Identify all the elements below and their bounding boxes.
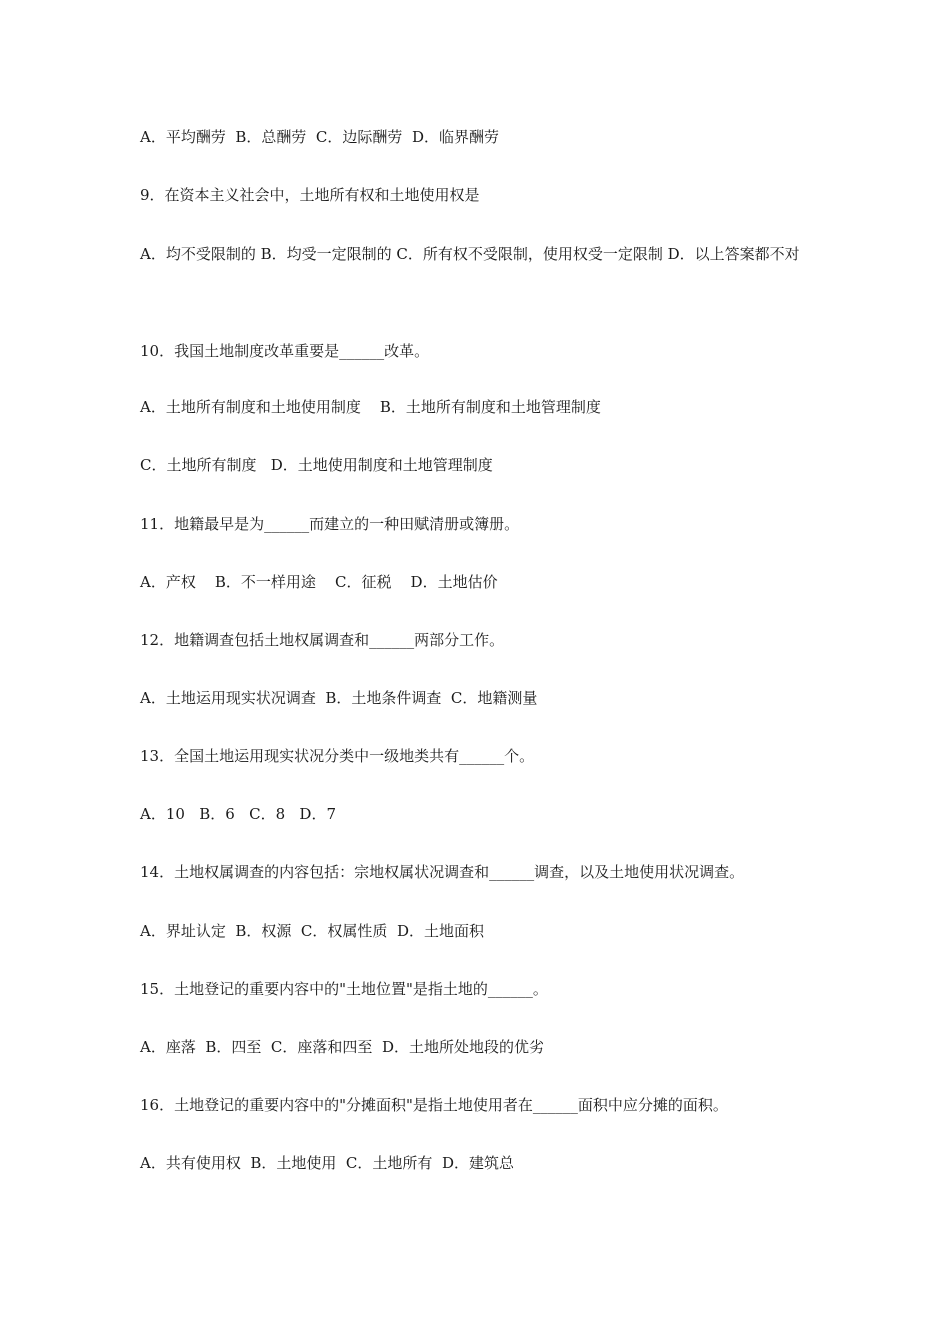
question-14: 14．土地权属调查的内容包括：宗地权属状况调查和______调查，以及土地使用状况调查。 (140, 863, 745, 881)
option-line-q16: A．共有使用权 B．土地使用 C．土地所有 D．建筑总 (140, 1154, 514, 1172)
question-11: 11．地籍最早是为______而建立的一种田赋清册或簿册。 (140, 515, 520, 533)
question-16: 16．土地登记的重要内容中的"分摊面积"是指土地使用者在______面积中应分摊的面积。 (140, 1096, 728, 1114)
option-line-q10-c-d: C．土地所有制度 D．土地使用制度和土地管理制度 (140, 456, 493, 474)
option-line-q8: A．平均酬劳 B．总酬劳 C．边际酬劳 D．临界酬劳 (140, 128, 499, 146)
option-line-q11: A．产权 B．不一样用途 C．征税 D．土地估价 (140, 573, 498, 591)
option-line-q9: A．均不受限制的 B．均受一定限制的 C．所有权不受限制，使用权受一定限制 D．以上答案都不对 (140, 245, 800, 263)
question-12: 12．地籍调查包括土地权属调查和______两部分工作。 (140, 631, 505, 649)
option-line-q13: A．10 B．6 C．8 D．7 (140, 805, 336, 823)
option-line-q12: A．土地运用现实状况调查 B．土地条件调查 C．地籍测量 (140, 689, 538, 707)
question-15: 15．土地登记的重要内容中的"土地位置"是指土地的______。 (140, 980, 548, 998)
question-9: 9．在资本主义社会中，土地所有权和土地使用权是 (140, 186, 480, 204)
option-line-q15: A．座落 B．四至 C．座落和四至 D．土地所处地段的优劣 (140, 1038, 544, 1056)
option-line-q14: A．界址认定 B．权源 C．权属性质 D．土地面积 (140, 922, 484, 940)
question-10: 10．我国土地制度改革重要是______改革。 (140, 342, 430, 360)
option-line-q10-a-b: A．土地所有制度和土地使用制度 B．土地所有制度和土地管理制度 (140, 398, 601, 416)
question-13: 13．全国土地运用现实状况分类中一级地类共有______个。 (140, 747, 535, 765)
